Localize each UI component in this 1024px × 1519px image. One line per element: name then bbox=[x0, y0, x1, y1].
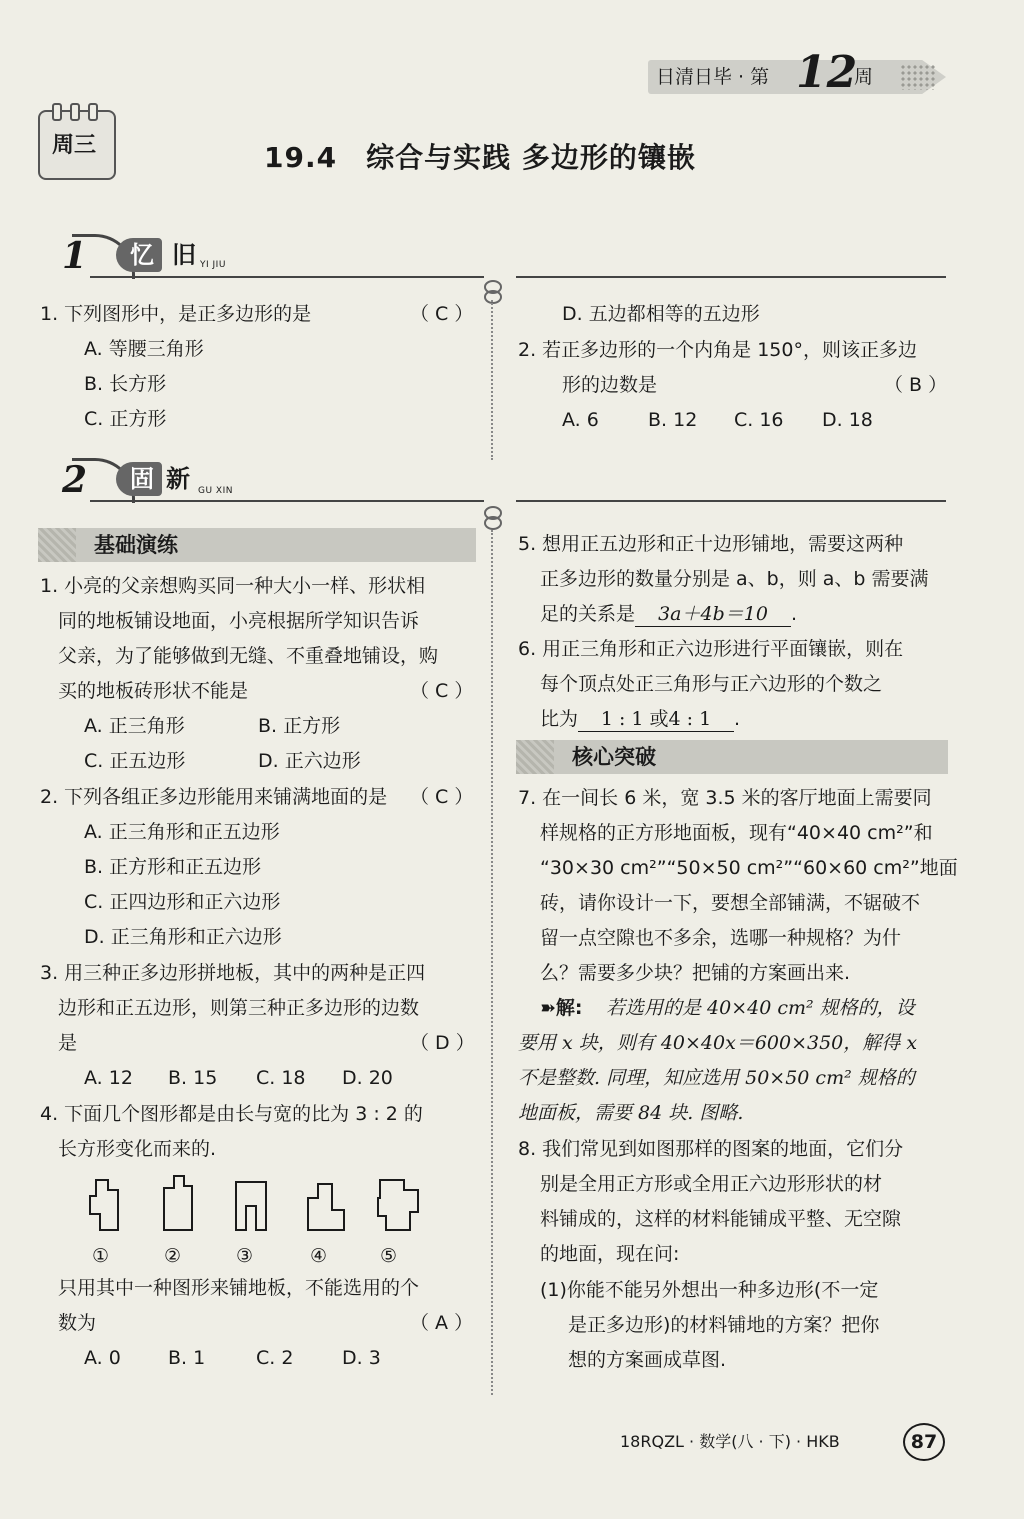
q-option: A. 6 bbox=[562, 409, 599, 431]
figure-label: ① bbox=[92, 1245, 110, 1267]
solution-line: 不是整数. 同理，知应选用 50×50 cm² 规格的 bbox=[518, 1067, 915, 1089]
q-option: A. 正三角形 bbox=[84, 715, 185, 737]
q-line: 料铺成的，这样的材料能铺成平整、无空隙 bbox=[540, 1208, 902, 1230]
solution-label: ➽解: bbox=[540, 997, 583, 1019]
q-subline: 是正多边形)的材料铺地的方案？把你 bbox=[568, 1314, 880, 1336]
q-line: 么？需要多少块？把铺的方案画出来. bbox=[540, 962, 851, 984]
divider-line bbox=[516, 276, 946, 278]
q-stem: 1. 下列图形中，是正多边形的是 bbox=[40, 303, 312, 325]
q-answer: （ C ） bbox=[410, 680, 474, 702]
q-line: 是 bbox=[58, 1032, 78, 1054]
section-title: 旧 bbox=[172, 241, 196, 269]
badge-suffix: 周 bbox=[854, 66, 874, 88]
q-option: C. 16 bbox=[734, 409, 784, 431]
figure-label: ④ bbox=[310, 1245, 328, 1267]
q-option: D. 正六边形 bbox=[258, 750, 361, 772]
section-box: 忆 bbox=[116, 238, 162, 272]
q-option: B. 长方形 bbox=[84, 373, 167, 395]
q-stem: 形的边数是 bbox=[562, 374, 658, 396]
q6-fill-line: 比为 1 : 1 或4 : 1 . bbox=[540, 708, 741, 730]
figure-3-shape bbox=[236, 1182, 266, 1230]
section-box: 固 bbox=[116, 462, 162, 496]
basic-heading: 基础演练 bbox=[38, 528, 476, 562]
footer-text: 18RQZL · 数学(八 · 下) · HKB bbox=[620, 1432, 840, 1451]
core-heading: 核心突破 bbox=[516, 740, 948, 774]
q-answer: （ B ） bbox=[884, 374, 948, 396]
q-option: C. 正四边形和正六边形 bbox=[84, 891, 281, 913]
q-stem: 2. 下列各组正多边形能用来铺满地面的是 bbox=[40, 786, 388, 808]
q-option: A. 12 bbox=[84, 1067, 133, 1089]
q-option: D. 正三角形和正六边形 bbox=[84, 926, 282, 948]
q-option: C. 正五边形 bbox=[84, 750, 186, 772]
q-option: A. 正三角形和正五边形 bbox=[84, 821, 280, 843]
q-answer: （ C ） bbox=[410, 303, 474, 325]
page-title: 19.4 综合与实践 多边形的镶嵌 bbox=[264, 141, 696, 174]
q-option: B. 正方形 bbox=[258, 715, 341, 737]
q-line: “30×30 cm²”“50×50 cm²”“60×60 cm²”地面 bbox=[540, 857, 958, 879]
q-line: 同的地板铺设地面，小亮根据所学知识告诉 bbox=[58, 610, 420, 632]
figure-2-shape bbox=[164, 1176, 192, 1230]
heading-stripe bbox=[38, 528, 76, 562]
q-answer: （ A ） bbox=[410, 1312, 474, 1334]
q-answer: （ C ） bbox=[410, 786, 474, 808]
q5-fill-line: 足的关系是 3a＋4b＝10 . bbox=[540, 603, 798, 625]
column-divider bbox=[491, 300, 493, 460]
q-option: D. 3 bbox=[342, 1347, 381, 1369]
column-divider bbox=[491, 530, 493, 1395]
q-line: 边形和正五边形，则第三种正多边形的边数 bbox=[58, 997, 420, 1019]
q4-figures bbox=[80, 1168, 440, 1248]
q-option: B. 15 bbox=[168, 1067, 218, 1089]
q-line: 只用其中一种图形来铺地板，不能选用的个 bbox=[58, 1277, 420, 1299]
knot-icon bbox=[484, 516, 502, 530]
figure-5-shape bbox=[378, 1180, 418, 1230]
section-pinyin: GU XIN bbox=[198, 486, 233, 496]
q-option: B. 正方形和正五边形 bbox=[84, 856, 262, 878]
q-option: A. 0 bbox=[84, 1347, 121, 1369]
badge-prefix: 日清日毕 · 第 bbox=[656, 66, 770, 88]
q-subline: (1)你能不能另外想出一种多边形(不一定 bbox=[540, 1279, 879, 1301]
section-number: 2 bbox=[62, 459, 88, 501]
badge-dots bbox=[900, 64, 936, 90]
q-line: 数为 bbox=[58, 1312, 97, 1334]
fill-answer: 3a＋4b＝10 bbox=[635, 602, 791, 627]
q-line: 6. 用正三角形和正六边形进行平面镶嵌，则在 bbox=[518, 638, 904, 660]
q-line: 父亲，为了能够做到无缝、不重叠地铺设，购 bbox=[58, 645, 439, 667]
q-line: 别是全用正方形或全用正六边形形状的材 bbox=[540, 1173, 883, 1195]
q-line: 每个顶点处正三角形与正六边形的个数之 bbox=[540, 673, 883, 695]
q-line: 1. 小亮的父亲想购买同一种大小一样、形状相 bbox=[40, 575, 426, 597]
knot-icon bbox=[484, 290, 502, 304]
figure-4-shape bbox=[308, 1184, 344, 1230]
solution-line: 若选用的是 40×40 cm² 规格的，设 bbox=[606, 997, 915, 1019]
arrow-icon: ➽ bbox=[540, 997, 556, 1019]
q-line: 样规格的正方形地面板，现有“40×40 cm²”和 bbox=[540, 822, 933, 844]
q-option: D. 五边都相等的五边形 bbox=[562, 303, 760, 325]
q-line: 的地面，现在问: bbox=[540, 1243, 680, 1265]
q-option: D. 20 bbox=[342, 1067, 393, 1089]
q-option: C. 2 bbox=[256, 1347, 294, 1369]
q-subline: 想的方案画成草图. bbox=[568, 1349, 727, 1371]
section-pinyin: YI JIU bbox=[200, 260, 226, 270]
q-line: 7. 在一间长 6 米，宽 3.5 米的客厅地面上需要同 bbox=[518, 787, 932, 809]
divider-line bbox=[90, 276, 484, 278]
figure-label: ⑤ bbox=[380, 1245, 398, 1267]
figure-label: ③ bbox=[236, 1245, 254, 1267]
q-option: A. 等腰三角形 bbox=[84, 338, 204, 360]
q-line: 正多边形的数量分别是 a、b，则 a、b 需要满 bbox=[540, 568, 929, 590]
q-option: C. 18 bbox=[256, 1067, 306, 1089]
q-line: 5. 想用正五边形和正十边形铺地，需要这两种 bbox=[518, 533, 904, 555]
q-line: 8. 我们常见到如图那样的图案的地面，它们分 bbox=[518, 1138, 904, 1160]
divider-line bbox=[90, 500, 484, 502]
q-line: 4. 下面几个图形都是由长与宽的比为 3 : 2 的 bbox=[40, 1103, 423, 1125]
q-line: 3. 用三种正多边形拼地板，其中的两种是正四 bbox=[40, 962, 426, 984]
q-stem: 2. 若正多边形的一个内角是 150°，则该正多边 bbox=[518, 339, 917, 361]
q-answer: （ D ） bbox=[410, 1032, 475, 1054]
q-line: 买的地板砖形状不能是 bbox=[58, 680, 249, 702]
section-number: 1 bbox=[62, 235, 88, 277]
solution-line: 地面板，需要 84 块. 图略. bbox=[518, 1102, 744, 1124]
figure-label: ② bbox=[164, 1245, 182, 1267]
week-number: 12 bbox=[796, 47, 858, 98]
divider-line bbox=[516, 500, 946, 502]
q-option: C. 正方形 bbox=[84, 408, 167, 430]
section-title: 新 bbox=[166, 465, 190, 493]
day-label: 周三 bbox=[52, 133, 97, 158]
solution-line: 要用 x 块，则有 40×40x＝600×350，解得 x bbox=[518, 1032, 918, 1054]
figure-1-shape bbox=[90, 1180, 118, 1230]
q-option: B. 1 bbox=[168, 1347, 206, 1369]
q-line: 长方形变化而来的. bbox=[58, 1138, 217, 1160]
q-option: B. 12 bbox=[648, 409, 698, 431]
q-option: D. 18 bbox=[822, 409, 873, 431]
heading-stripe bbox=[516, 740, 554, 774]
page-number: 87 bbox=[903, 1423, 945, 1461]
q-line: 砖，请你设计一下，要想全部铺满，不锯破不 bbox=[540, 892, 921, 914]
q-line: 留一点空隙也不多余，选哪一种规格？为什 bbox=[540, 927, 902, 949]
fill-answer: 1 : 1 或4 : 1 bbox=[578, 707, 734, 732]
